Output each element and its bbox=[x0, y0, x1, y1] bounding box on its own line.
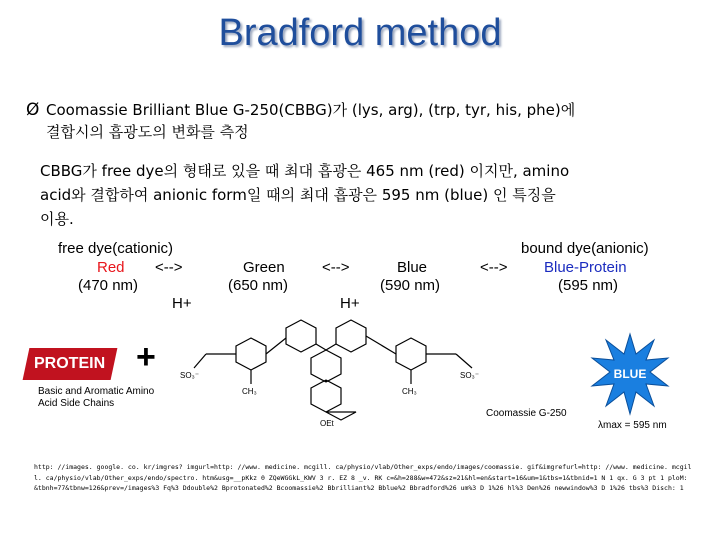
source-url[interactable]: http: //images. google. co. kr/imgres? imgurl=http: //www. medicine. mcgill. ca/physio/vlab/Other_exps/endo/images/coomassie. gif&imgrefurl=http: //www. medicine. mcgill. ca/physio/vlab/Other_exps/endo/spectro. htm&usg=__pKkz 0 ZQeWGGkL_KWV 3 r. EZ 8 _v. RK c=&h=288&w=472&sz=21&hl=en&start=16&um=1&tbs=1&tbnid=1 N 1 qx. G 3 pt 1 ploM: &tbnh=77&tbnw=126&prev=/images%3 Fq%3 Ddouble%2 Bprotonated%2 Bcoomassie%2 Bbrilliant%2 Bblue%2 Bbradford%26 um%3 D 1%26 hl%3 Den%26 newwindow%3 D 1%26 tbs%3 Disch: 1 bbox=[34, 463, 692, 492]
description-line-3: 이용. bbox=[40, 210, 74, 228]
equilibrium-arrow-3: <--> bbox=[480, 259, 508, 276]
proton-label-1: H+ bbox=[172, 295, 192, 312]
plus-sign: + bbox=[136, 338, 156, 376]
svg-text:CH₃: CH₃ bbox=[402, 387, 417, 396]
svg-text:SO₃⁻: SO₃⁻ bbox=[460, 371, 480, 380]
side-chains-caption: Basic and Aromatic Amino Acid Side Chains bbox=[38, 386, 155, 409]
dye-name-caption: Coomassie G-250 bbox=[486, 408, 567, 419]
proton-label-2: H+ bbox=[340, 295, 360, 312]
bullet-arrow-icon: Ø bbox=[26, 100, 40, 120]
blue-burst-icon bbox=[590, 332, 670, 416]
bullet-line-2: 결합시의 흡광도의 변화를 측정 bbox=[46, 123, 249, 141]
equilibrium-arrow-1: <--> bbox=[155, 259, 183, 276]
red-wavelength: (470 nm) bbox=[78, 277, 139, 294]
svg-text:SO₃⁻: SO₃⁻ bbox=[180, 371, 200, 380]
protein-badge-label: PROTEIN bbox=[34, 355, 106, 372]
description-line-2: acid와 결합하여 anionic form일 때의 최대 흡광은 595 nm (blue) 인 특징을 bbox=[40, 186, 556, 204]
equilibrium-arrow-2: <--> bbox=[322, 259, 350, 276]
blue-burst-label: BLUE bbox=[613, 367, 647, 381]
protein-badge bbox=[23, 348, 118, 380]
svg-text:CH₃: CH₃ bbox=[242, 387, 257, 396]
bullet-line-1: Coomassie Brilliant Blue G-250(CBBG)가 (lys, arg), (trp, tyr, his, phe)에 bbox=[46, 101, 576, 119]
bound-dye-label: bound dye(anionic) bbox=[521, 240, 649, 257]
red-label: Red bbox=[97, 259, 125, 276]
green-wavelength: (650 nm) bbox=[228, 277, 289, 294]
description-line-1: CBBG가 free dye의 형태로 있을 때 최대 흡광은 465 nm (red) 이지만, amino bbox=[40, 162, 570, 180]
free-dye-label: free dye(cationic) bbox=[58, 240, 174, 257]
page-title: Bradford method bbox=[218, 12, 502, 54]
coomassie-structure-drawing bbox=[176, 318, 496, 428]
blue-wavelength: (590 nm) bbox=[380, 277, 441, 294]
blue-protein-wavelength: (595 nm) bbox=[558, 277, 619, 294]
svg-text:OEt: OEt bbox=[320, 419, 334, 428]
green-label: Green bbox=[243, 259, 285, 276]
blue-label: Blue bbox=[397, 259, 428, 276]
absorbance-max-caption: λmax = 595 nm bbox=[598, 420, 667, 431]
blue-protein-label: Blue-Protein bbox=[544, 259, 627, 276]
